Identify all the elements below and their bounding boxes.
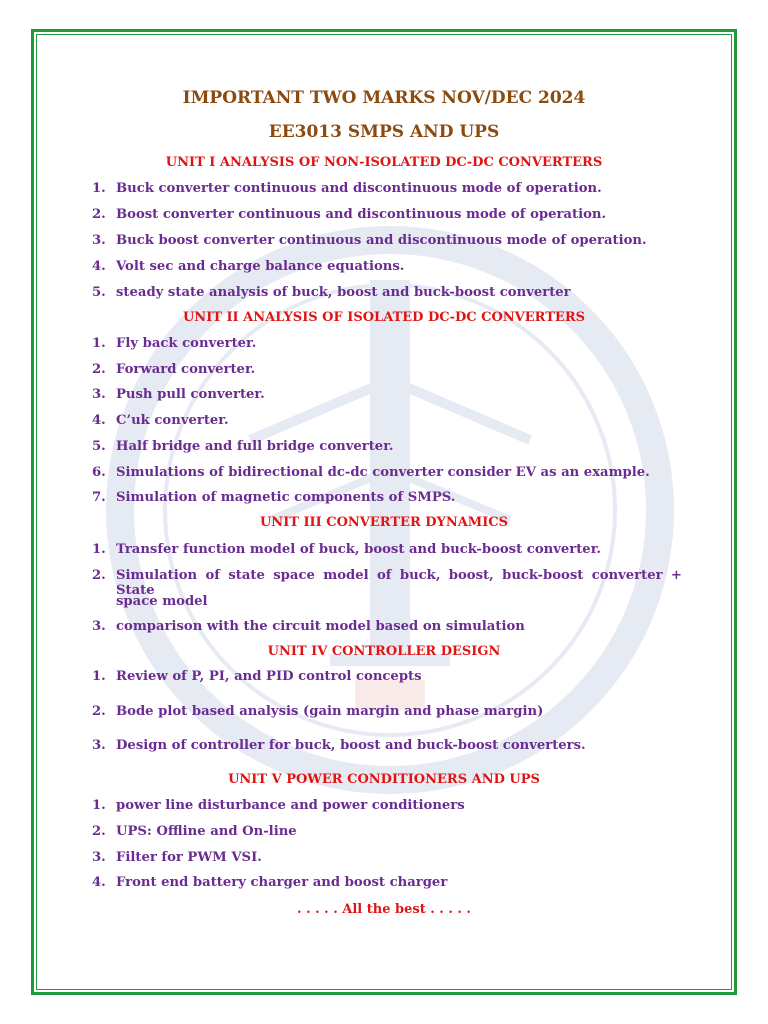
list-item: 7. Simulation of magnetic components of SMPS. <box>92 490 456 505</box>
list-item-continuation: space model <box>116 594 208 609</box>
list-item: 1. Review of P, PI, and PID control concepts <box>92 669 422 684</box>
list-item: 2. Bode plot based analysis (gain margin and phase margin) <box>92 704 544 719</box>
list-item: 4. Volt sec and charge balance equations. <box>92 259 405 274</box>
closing-note: . . . . . All the best . . . . . <box>297 902 471 917</box>
list-item: 6. Simulations of bidirectional dc-dc converter consider EV as an example. <box>92 465 650 480</box>
course-title: EE3013 SMPS AND UPS <box>268 122 500 142</box>
unit-heading-1: UNIT I ANALYSIS OF NON-ISOLATED DC-DC CONVERTERS <box>165 155 603 170</box>
unit-heading-2: UNIT II ANALYSIS OF ISOLATED DC-DC CONVERTERS <box>182 310 586 325</box>
page-title: IMPORTANT TWO MARKS NOV/DEC 2024 <box>182 88 586 108</box>
list-item: 3. Buck boost converter continuous and discontinuous mode of operation. <box>92 233 647 248</box>
list-item: 4. Front end battery charger and boost charger <box>92 875 448 890</box>
list-item: 1. Fly back converter. <box>92 336 257 351</box>
list-item: 1. power line disturbance and power conditioners <box>92 798 465 813</box>
unit-heading-4: UNIT IV CONTROLLER DESIGN <box>267 644 501 659</box>
list-item: 1. Buck converter continuous and discontinuous mode of operation. <box>92 181 602 196</box>
list-item: 2. Boost converter continuous and discontinuous mode of operation. <box>92 207 607 222</box>
list-item: 2. UPS: Offline and On-line <box>92 824 297 839</box>
list-item: 2. Forward converter. <box>92 362 256 377</box>
list-item: 3. Filter for PWM VSI. <box>92 850 262 865</box>
list-item: 5. steady state analysis of buck, boost and buck-boost converter <box>92 285 571 300</box>
unit-heading-3: UNIT III CONVERTER DYNAMICS <box>259 515 509 530</box>
list-item: 3. Design of controller for buck, boost and buck-boost converters. <box>92 738 586 753</box>
page-border-inner <box>36 34 732 990</box>
list-item: 2. Simulation of state space model of buck, boost, buck-boost converter + State <box>92 568 682 598</box>
list-item: 3. comparison with the circuit model based on simulation <box>92 619 525 634</box>
list-item: 3. Push pull converter. <box>92 387 265 402</box>
list-item: 1. Transfer function model of buck, boost and buck-boost converter. <box>92 542 602 557</box>
list-item: 5. Half bridge and full bridge converter. <box>92 439 394 454</box>
list-item: 4. C’uk converter. <box>92 413 229 428</box>
unit-heading-5: UNIT V POWER CONDITIONERS AND UPS <box>228 772 540 787</box>
